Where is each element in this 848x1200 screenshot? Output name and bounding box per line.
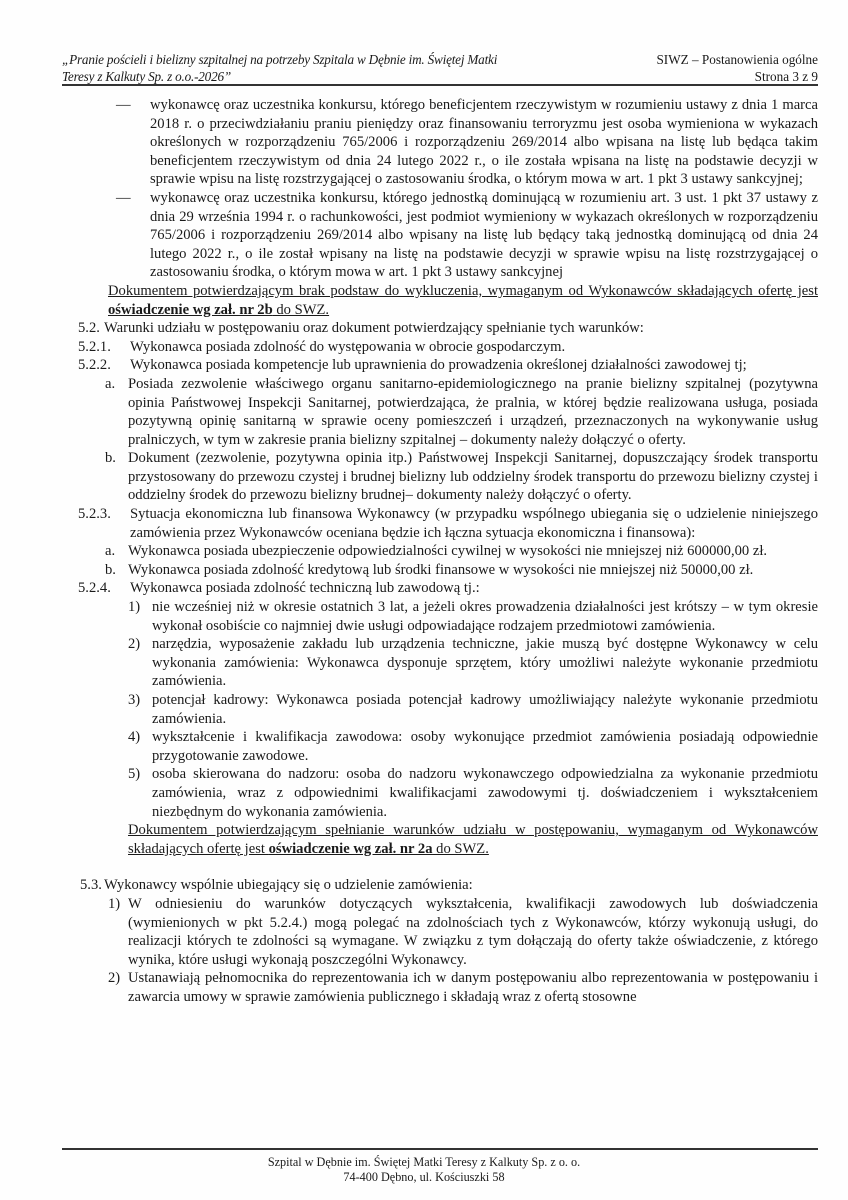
exclusion-text: wykonawcę oraz uczestnika konkursu, którego jednostką dominującą w rozumieniu art. 3 ust. 1 pkt 37 ustawy z dnia 29 września 1994 r. o rachunkowości, jest podmiot wymieniony w wykazach określonych w rozporządzeniu 765/2006 i rozporządzeniu 269/2014 albo wpisany na listę lub będący taką jednostką dominującą od dnia 24 lutego 2022 r., o ile został wpisany na listę na podstawie decyzji w sprawie wpisu na listę rozstrzygającej o zastosowaniu środka, o którym mowa w art. 1 pkt 3 ustawy sankcyjnej: [150, 189, 818, 281]
header-title: [62, 51, 602, 85]
item-text: nie wcześniej niż w okresie ostatnich 3 lat, a jeżeli okres prowadzenia działalności jest krótszy – w tym okresie wykonał osobiście co najmniej dwie usługi odpowiadające rodzajem przedmiotowi zamówienia.: [152, 599, 818, 634]
section-5-2-3: [78, 505, 818, 542]
exclusion-document-note: [108, 282, 818, 319]
item-marker: 4): [128, 729, 141, 746]
item-marker: b.: [105, 450, 116, 467]
list-item: [105, 542, 818, 561]
footer-address: 74-400 Dębno, ul. Kościuszki 58: [343, 1170, 505, 1184]
list-item: [128, 598, 818, 635]
page-footer: [0, 1155, 848, 1185]
section-text: Wykonawca posiada kompetencje lub uprawnienia do prowadzenia określonej działalności zawodowej tj;: [130, 357, 747, 374]
section-number: 5.2.3.: [78, 506, 111, 523]
note-suffix: do SWZ.: [272, 301, 330, 318]
item-text: Wykonawca posiada zdolność kredytową lub środki finansowe w wysokości nie mniejszej niż 50000,00 zł.: [128, 561, 754, 578]
section-title: Wykonawcy wspólnie ubiegający się o udzielenie zamówienia:: [104, 877, 473, 894]
note-suffix: do SWZ.: [432, 840, 489, 857]
section-text: Sytuacja ekonomiczna lub finansowa Wykonawcy (w przypadku wspólnego ubiegania się o udzielenie niniejszego zamówienia przez Wykonawców oceniana będzie ich łączna sytuacja ekonomiczna i finansowa):: [130, 506, 818, 541]
footer-divider: [62, 1148, 818, 1150]
section-number: 5.3.: [80, 877, 102, 894]
item-marker: b.: [105, 561, 116, 578]
section-5-2-heading: [78, 319, 818, 338]
dash-bullet: —: [116, 97, 131, 113]
section-text: Wykonawca posiada zdolność techniczną lub zawodową tj.:: [130, 580, 480, 597]
header-divider: [62, 84, 818, 86]
header-title-line2: Teresy z Kalkuty Sp. z o.o.-2026”: [62, 69, 231, 84]
section-text: Wykonawca posiada zdolność do występowania w obrocie gospodarczym.: [130, 338, 566, 355]
item-marker: 3): [128, 692, 141, 708]
note-text: Dokumentem potwierdzającym spełnianie warunków udziału w postępowaniu, wymaganym od Wykonawców składających ofertę jest: [128, 822, 818, 857]
section-5-3-heading: [80, 876, 818, 895]
note-emphasis: oświadczenie wg zał. nr 2b: [108, 301, 273, 318]
section-5-2-4: [78, 579, 818, 598]
item-text: potencjał kadrowy: Wykonawca posiada potencjał kadrowy umożliwiający należyte wykonanie przedmiotu zamówienia.: [152, 692, 818, 727]
section-title: Warunki udziału w postępowaniu oraz dokument potwierdzający spełnianie tych warunków:: [104, 320, 644, 337]
footer-company: Szpital w Dębnie im. Świętej Matki Teresy z Kalkuty Sp. z o. o.: [267, 1155, 581, 1169]
exclusion-text: wykonawcę oraz uczestnika konkursu, którego beneficjentem rzeczywistym w rozumieniu ustawy z dnia 1 marca 2018 r. o przeciwdziałaniu praniu pieniędzy oraz finansowaniu terroryzmu jest osoba wymieniona w wykazach określonych w rozporządzeniu 765/2006 i rozporządzeniu 269/2014 albo wpisana na listę lub będąca takim beneficjentem rzeczywistym od dnia 24 lutego 2022 r., o ile została wpisana na listę na podstawie decyzji w sprawie wpisu na listę rozstrzygającej o zastosowaniu środka, o którym mowa w art. 1 pkt 3 ustawy sankcyjnej;: [150, 97, 818, 188]
list-item: [105, 375, 818, 449]
section-5-2-2: [78, 356, 818, 375]
section-number: 5.2.2.: [78, 357, 111, 374]
list-item: [128, 765, 818, 821]
header-title-line1: „Pranie pościeli i bielizny szpitalnej na potrzeby Szpitala w Dębnie im. Świętej Matki: [62, 52, 498, 67]
item-text: Ustanawiają pełnomocnika do reprezentowania ich w danym postępowaniu albo reprezentowania w postępowaniu i zawarcia umowy w sprawie zamówienia publicznego i składają wraz z ofertą stosowne: [128, 970, 818, 1005]
item-text: Dokument (zezwolenie, pozytywna opinia itp.) Państwowej Inspekcji Sanitarnej, dopuszczający środek transportu przystosowany do przewozu czystej i brudnej bielizny lub oddzielny środek transportu do przewozu bielizny czystej i oddzielny środek do przewozu bielizny brudnej– dokumenty należy dołączyć o oferty.: [128, 450, 818, 504]
dash-bullet: —: [116, 189, 131, 206]
item-marker: 2): [108, 970, 121, 987]
document-type: SIWZ – Postanowienia ogólne: [656, 52, 818, 67]
section-number: 5.2.1.: [78, 338, 111, 355]
exclusion-item: [116, 96, 818, 189]
item-marker: 2): [128, 636, 141, 653]
item-text: W odniesieniu do warunków dotyczących wykształcenia, kwalifikacji zawodowych lub doświadczenia (wymienionych w pkt 5.2.4.) mogą polegać na zdolnościach tych z Wykonawców, którzy wykonują usługi, do realizacji których te zdolności są wymagane. W związku z tym dołączają do oferty także oświadczenie, z którego wynika, które usługi wykonają poszczególni Wykonawcy.: [128, 895, 818, 968]
note-emphasis: oświadczenie wg zał. nr 2a: [268, 840, 433, 857]
item-marker: 1): [108, 895, 121, 912]
item-text: narzędzia, wyposażenie zakładu lub urządzenia techniczne, jakie muszą być dostępne Wykonawcy w celu wykonania zamówienia: Wykonawca dysponuje sprzętem, który umożliwi należyte wykonanie przedmiotu zamówienia.: [152, 636, 818, 690]
section-5-2-1: [78, 338, 818, 357]
section-number: 5.2.4.: [78, 580, 111, 597]
list-item: [105, 561, 818, 580]
list-item: [128, 635, 818, 691]
list-item: [105, 449, 818, 505]
item-marker: a.: [105, 543, 116, 560]
item-text: osoba skierowana do nadzoru: osoba do nadzoru wykonawczego odpowiedzialna za wykonanie przedmiotu zamówienia, wraz z odpowiednimi kwalifikacjami zawodowymi tj. doświadczeniem i wykształceniem niezbędnym do wykonania zamówienia.: [152, 766, 818, 820]
item-marker: 1): [128, 599, 141, 616]
conditions-document-note: [128, 821, 818, 858]
page-number: Strona 3 z 9: [754, 69, 818, 84]
list-item: [108, 969, 818, 1006]
item-text: wykształcenie i kwalifikacja zawodowa: osoby wykonujące przedmiot zamówienia posiadają odpowiednie przygotowanie zawodowe.: [152, 729, 818, 764]
list-item: [128, 728, 818, 765]
list-item: [108, 895, 818, 969]
list-item: [128, 691, 818, 728]
header-meta: [656, 51, 818, 85]
item-text: Posiada zezwolenie właściwego organu sanitarno-epidemiologicznego na pranie bielizny szpitalnej (pozytywna opinia Państwowej Inspekcji Sanitarnej, potwierdzająca, że pralnia, w której będzie realizowana usługa, posiada pozytywną opinię sanitarną w sprawie oceny pomieszczeń i urządzeń, przeznaczonych na wykonywanie usług pralniczych, w tym w zakresie prania bielizny szpitalnej – dokumenty należy dołączyć o oferty.: [128, 375, 818, 448]
item-marker: 5): [128, 766, 141, 783]
document-body: [0, 96, 848, 1007]
note-text: Dokumentem potwierdzającym brak podstaw do wykluczenia, wymaganym od Wykonawców składających ofertę jest: [108, 282, 818, 299]
section-number: 5.2.: [78, 320, 100, 337]
item-marker: a.: [105, 375, 116, 392]
exclusion-item: [116, 189, 818, 282]
item-text: Wykonawca posiada ubezpieczenie odpowiedzialności cywilnej w wysokości nie mniejszej niż 600000,00 zł.: [128, 543, 768, 560]
